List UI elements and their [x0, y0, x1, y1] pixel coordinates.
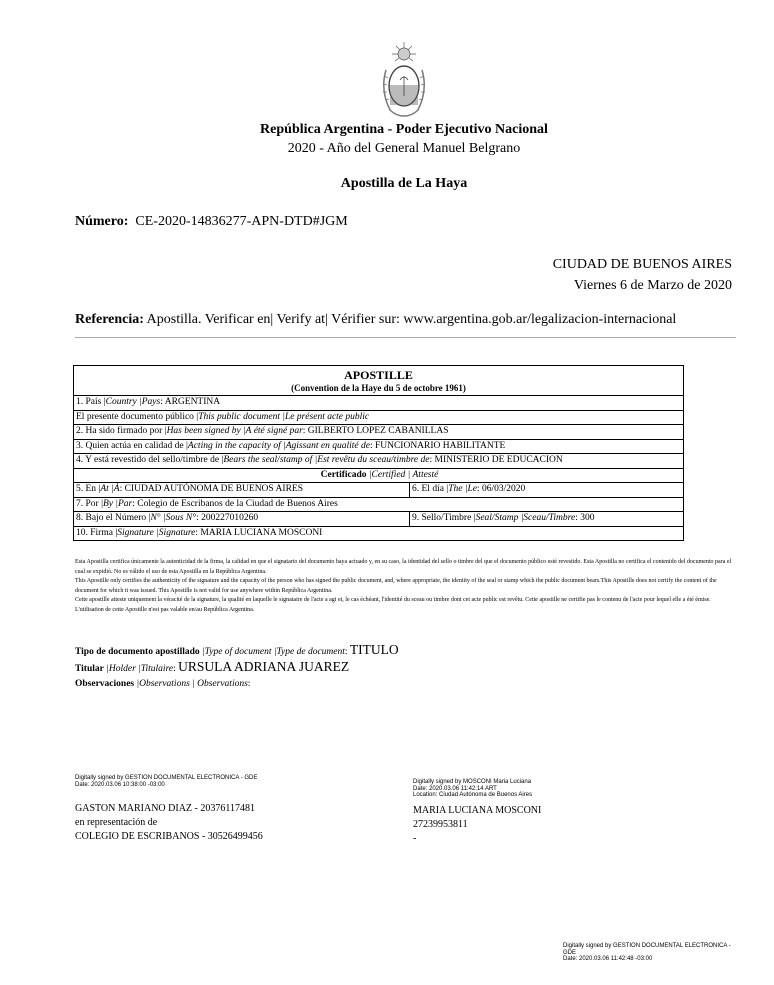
- row-label-translation: At |À: [100, 484, 120, 494]
- numero-label: Número:: [75, 214, 129, 229]
- digital-signature-1: [75, 775, 257, 788]
- referencia-line: [75, 312, 676, 328]
- digital-signature-line: Date: 2020.03.06 10:38:00 -03:00: [75, 781, 165, 788]
- row-signed-by: [74, 425, 683, 440]
- row-at-date: [74, 483, 683, 498]
- city: CIUDAD DE BUENOS AIRES: [552, 257, 732, 272]
- digital-signature-3: [563, 943, 733, 963]
- row-certified: [74, 469, 683, 484]
- divider: [75, 337, 736, 338]
- document-title: Apostilla de La Haya: [340, 176, 468, 191]
- document-type-translation: |Type of document |Type de document: [202, 647, 345, 657]
- certified-translation: |Certified | Attesté: [368, 469, 439, 480]
- coat-of-arms-seal: [376, 40, 432, 120]
- holder-value: URSULA ADRIANA JUAREZ: [178, 659, 350, 674]
- holder-translation: |Holder |Titulaire: [106, 664, 174, 674]
- document-type-label: Tipo de documento apostillado: [75, 647, 200, 657]
- colon: :: [247, 679, 251, 689]
- row-label-translation: Seal/Stamp |Sceau/Timbre: [475, 513, 576, 523]
- row-value: : 06/03/2020: [476, 484, 526, 494]
- row-label-translation: N° |Sous N°: [150, 513, 197, 523]
- row-capacity: [74, 440, 683, 455]
- signer-block-1: [75, 802, 263, 844]
- row-label-translation: The |Le: [448, 484, 477, 494]
- digital-signature-line: Digitally signed by GESTION DOCUMENTAL ELECTRONICA - GDE: [563, 943, 731, 956]
- signer-role: en representación de: [75, 817, 158, 828]
- note-fr: Cette apostille atteste uniquement la véracité de la signature, la qualité en laquelle le signataire de l'acte a agi et, le cas échéant, l'identité du sceau ou timbre dont cet acte public est revêtu. Cette apostille ne certifie pas le contenu de l'acte pour lequel elle a été émise. L'utilisation de cette Apostille n'est pas valable en/au República Argentina.: [75, 597, 711, 613]
- colon: :: [344, 647, 348, 657]
- row-label: El presente documento público |: [76, 411, 199, 422]
- row-label: 2. Ha sido firmado por |: [76, 426, 167, 436]
- note-es: Esta Apostilla certifica únicamente la autenticidad de la firma, la calidad en que el signatario del documento haya actuado y, en su caso, la identidad del sello o timbre del que el documento público esté revestido. Esta Apostilla no certifica el contenido del documento para el cual se expidió. No es válido el uso de esta Apostilla en la República Argentina.: [75, 559, 732, 575]
- row-value: : Colegio de Escribanos de la Ciudad de Buenos Aires: [132, 498, 338, 509]
- referencia-value: Apostilla. Verificar en| Verify at| Vérifier sur: www.argentina.gob.ar/legalizacion-internacional: [146, 312, 677, 327]
- row-label-translation: By |Par: [102, 498, 133, 509]
- place-date: [553, 254, 732, 296]
- observations-line: [75, 679, 250, 689]
- row-value: : CIUDAD AUTÓNOMA DE BUENOS AIRES: [119, 484, 303, 494]
- header-title: República Argentina - Poder Ejecutivo Nacional: [260, 122, 548, 137]
- date: Viernes 6 de Marzo de 2020: [573, 278, 732, 293]
- numero-line: [75, 214, 348, 230]
- digital-signature-2: [413, 779, 532, 799]
- row-label: 8. Bajo el Número |: [76, 513, 151, 523]
- signer-name: GASTON MARIANO DIAZ - 20376117481: [75, 803, 255, 814]
- row-value: : FUNCIONARIO HABILITANTE: [369, 440, 506, 451]
- digital-signature-line: Digitally signed by GESTION DOCUMENTAL ELECTRONICA - GDE: [75, 775, 258, 781]
- row-label: 9. Sello/Timbre |: [412, 513, 476, 523]
- apostille-title: APOSTILLE: [344, 368, 413, 382]
- row-label-translation: Bears the seal/stamp of |Est revêtu du sceau/timbre de: [223, 455, 430, 465]
- row-label: 5. En |: [76, 484, 101, 494]
- row-by: [74, 498, 683, 513]
- row-label-translation: Has been signed by |A été signé par: [166, 426, 303, 436]
- digital-signature-line: Location: Ciudad Autónoma de Buenos Aires: [413, 792, 533, 798]
- legal-notes: [75, 558, 735, 616]
- row-public-document: [74, 411, 683, 426]
- document-type-value: TITULO: [349, 642, 399, 657]
- digital-signature-line: Digitally signed by MOSCONI Maria Luciana: [413, 779, 532, 785]
- row-label-translation: Country |Pays: [105, 397, 161, 407]
- row-label: 4. Y está revestido del sello/timbre de |: [76, 455, 224, 465]
- row-value: : MARIA LUCIANA MOSCONI: [195, 527, 323, 538]
- row-value: : MINISTERIO DE EDUCACION: [429, 455, 563, 465]
- note-en: This Apostille only certifies the authenticity of the signature and the capacity of the person who has signed the public document, and, where appropriate, the identity of the seal or stamp which the public document bears.This Apostille does not certify the content of the document for which it was issued. This Apostille is not valid for use anywhere within República Argentina.: [75, 578, 717, 594]
- row-value: : 300: [575, 513, 595, 523]
- signer-org: COLEGIO DE ESCRIBANOS - 30526499456: [75, 831, 263, 842]
- colon: :: [173, 664, 176, 674]
- row-label-translation: Acting in the capacity of |Agissant en qualité de: [187, 440, 370, 451]
- row-number-stamp: [74, 512, 683, 527]
- row-signature: [74, 527, 683, 541]
- signer-id: 27239953811: [413, 819, 468, 830]
- digital-signature-line: Date: 2020.03.06 11:42:14 ART: [413, 785, 497, 792]
- row-seal: [74, 454, 683, 469]
- row-value: : 200227010260: [196, 513, 259, 523]
- observations-label: Observaciones: [75, 679, 135, 689]
- row-label: 10. Firma |: [76, 527, 118, 538]
- row-label: 7. Por |: [76, 498, 103, 509]
- row-value: : ARGENTINA: [160, 397, 221, 407]
- row-label-translation: Signature |Signature: [117, 527, 196, 538]
- numero-value: CE-2020-14836277-APN-DTD#JGM: [135, 214, 348, 229]
- digital-signature-line: Date: 2020.03.06 11:42:48 -03:00: [563, 956, 653, 962]
- row-label: 1. País |: [76, 397, 106, 407]
- referencia-label: Referencia:: [75, 312, 144, 327]
- signer-dash: -: [413, 833, 417, 844]
- row-value: : GILBERTO LOPEZ CABANILLAS: [302, 426, 449, 436]
- certified-label: Certificado: [320, 469, 367, 480]
- signer-block-2: [413, 804, 541, 846]
- row-label: 6. El día |: [412, 484, 449, 494]
- row-country: [74, 396, 683, 411]
- apostille-box: [73, 365, 684, 541]
- observations-translation: |Observations | Observations: [136, 679, 248, 689]
- signer-name: MARIA LUCIANA MOSCONI: [413, 805, 542, 816]
- holder-line: [75, 659, 349, 675]
- header-year-line: 2020 - Año del General Manuel Belgrano: [287, 141, 521, 156]
- row-label-translation: This public document |Le présent acte public: [198, 411, 370, 422]
- row-label: 3. Quien actúa en calidad de |: [76, 440, 188, 451]
- document-type-line: [75, 642, 399, 658]
- apostille-subtitle: (Convention de la Haye du 5 de octobre 1961): [74, 383, 683, 396]
- holder-label: Titular: [75, 664, 104, 674]
